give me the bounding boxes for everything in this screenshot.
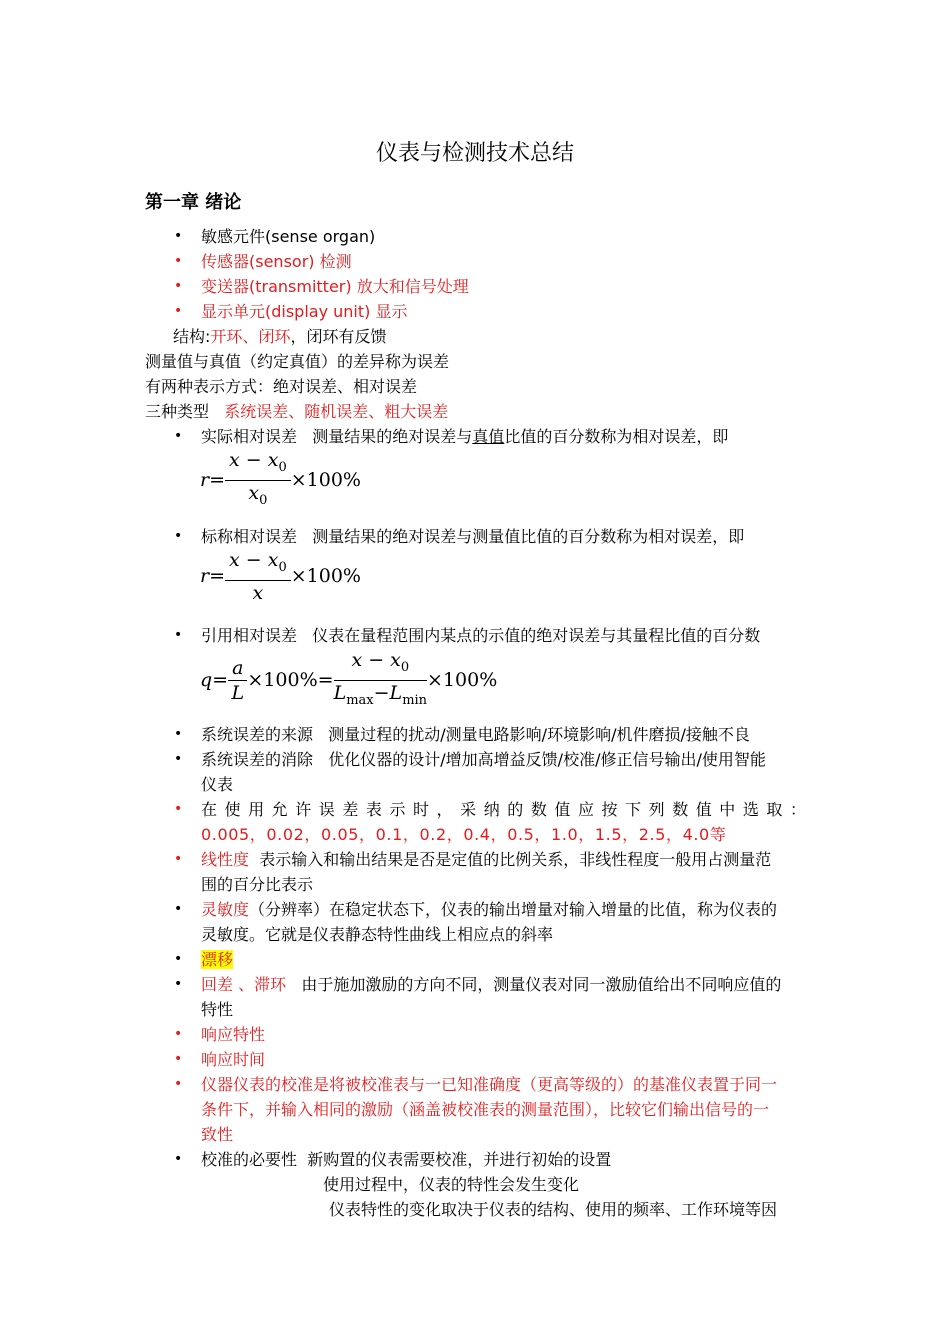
- list-item: [201, 623, 760, 648]
- formula-denominator: x: [252, 581, 264, 604]
- item-label: 线性度: [201, 850, 250, 869]
- list-item: [201, 1147, 611, 1172]
- bullet: •: [174, 726, 183, 742]
- bullet: •: [174, 278, 183, 294]
- list-item: [201, 897, 777, 922]
- formula-fraction: [225, 448, 291, 513]
- item-text: 测量过程的扰动/测量电路影响/环境影响/机件磨损/接触不良: [328, 725, 750, 744]
- formula-fraction: [334, 648, 427, 713]
- formula-fraction: [228, 656, 247, 705]
- formula-sub: min: [402, 692, 428, 708]
- list-item: 仪器仪表的校准是将被校准表与一已知准确度（更高等级的）的基准仪表置于同一: [201, 1075, 778, 1094]
- formula-sub: 0: [400, 659, 410, 675]
- item-label: 引用相对误差: [201, 626, 298, 645]
- formula-symbol: q: [200, 669, 213, 692]
- formula-numerator: x − x: [351, 649, 401, 671]
- page-title: 仪表与检测技术总结: [375, 141, 574, 166]
- formula-tail: ×100%: [290, 469, 361, 492]
- three-types-line: [145, 399, 448, 424]
- bullet: •: [174, 528, 183, 544]
- bullet: •: [174, 1151, 183, 1167]
- item-label: 实际相对误差: [201, 427, 298, 446]
- item-label: 标称相对误差: [201, 527, 298, 546]
- formula-numerator: x − x: [229, 549, 279, 571]
- bullet: •: [174, 801, 183, 817]
- paragraph: 测量值与真值（约定真值）的差异称为误差: [145, 352, 450, 371]
- structure-sep: 、: [242, 327, 259, 346]
- bullet: •: [174, 1051, 183, 1067]
- list-item: [201, 947, 233, 972]
- list-item: [201, 722, 750, 747]
- item-text: 由于施加激励的方向不同，测量仪表对同一激励值给出不同响应值的: [301, 975, 782, 994]
- bullet: •: [174, 253, 183, 269]
- list-item-continuation: 0.005，0.02，0.05，0.1，0.2，0.4，0.5，1.0，1.5，2.5，4.0等: [201, 825, 727, 844]
- item-text: （分辨率）在稳定状态下，仪表的输出增量对输入增量的比值，称为仪表的: [249, 900, 778, 919]
- item-label: 校准的必要性: [201, 1150, 298, 1169]
- formula-sub: max: [346, 692, 374, 708]
- paragraph: 有两种表示方式：绝对误差、相对误差: [145, 377, 418, 396]
- list-item: 响应特性: [201, 1025, 266, 1044]
- list-item: 显示单元(display unit) 显示: [201, 302, 408, 321]
- list-item-continuation: 围的百分比表示: [201, 875, 314, 894]
- list-item-continuation: 使用过程中，仪表的特性会发生变化: [323, 1175, 580, 1194]
- formula-eq: =: [209, 469, 226, 492]
- list-item-continuation: 特性: [201, 1000, 234, 1019]
- list-item: 传感器(sensor) 检测: [201, 252, 352, 271]
- list-item: 变送器(transmitter) 放大和信号处理: [201, 277, 469, 296]
- bullet: •: [174, 901, 183, 917]
- list-item: [201, 524, 744, 549]
- bullet: •: [174, 851, 183, 867]
- item-label: 系统误差的来源: [201, 725, 314, 744]
- structure-rest: ，闭环有反馈: [290, 327, 387, 346]
- formula-tail: ×100%: [290, 565, 361, 588]
- list-item-continuation: 仪表特性的变化取决于仪表的结构、使用的频率、工作环境等因: [329, 1200, 778, 1219]
- formula-mid: ×100%=: [247, 669, 334, 692]
- list-item: 敏感元件(sense organ): [201, 227, 376, 246]
- formula-eq: =: [212, 669, 229, 692]
- list-item: [201, 424, 728, 449]
- formula-actual-relative-error: [200, 448, 361, 513]
- bullet: •: [174, 1076, 183, 1092]
- item-label: 系统误差的消除: [201, 750, 314, 769]
- bullet: •: [174, 751, 183, 767]
- bullet: •: [174, 1026, 183, 1042]
- bullet: •: [174, 976, 183, 992]
- three-types-prefix: 三种类型: [145, 402, 210, 421]
- formula-denominator: −L: [373, 681, 403, 704]
- formula-sub: 0: [259, 492, 268, 508]
- formula-numerator: x − x: [229, 449, 279, 471]
- list-item: [201, 747, 766, 772]
- three-types-list: 系统误差、随机误差、粗大误差: [224, 402, 449, 421]
- chapter-heading: 第一章 绪论: [145, 192, 242, 213]
- list-item: [201, 972, 781, 997]
- list-item-continuation: 灵敏度。它就是仪表静态特性曲线上相应点的斜率: [201, 925, 554, 944]
- formula-symbol: r: [200, 565, 210, 588]
- formula-denominator: x: [248, 481, 260, 504]
- formula-denominator: L: [231, 681, 245, 704]
- formula-quoted-relative-error: [200, 648, 497, 713]
- list-item-continuation: 仪表: [201, 775, 234, 794]
- item-text: 比值的百分数称为相对误差，即: [504, 427, 729, 446]
- formula-tail: ×100%: [427, 669, 498, 692]
- item-label: 灵敏度: [201, 900, 250, 919]
- formula-nominal-relative-error: [200, 548, 361, 605]
- item-text: 仪表在量程范围内某点的示值的绝对误差与其量程比值的百分数: [312, 626, 761, 645]
- bullet: •: [174, 228, 183, 244]
- item-text: 新购置的仪表需要校准，并进行初始的设置: [307, 1150, 612, 1169]
- formula-numerator: a: [232, 656, 244, 679]
- list-item-continuation: 条件下，并输入相同的激励（涵盖被校准表的测量范围），比较它们输出信号的一: [201, 1100, 770, 1119]
- bullet: •: [174, 428, 183, 444]
- formula-sub: 0: [278, 459, 287, 475]
- bullet: •: [174, 303, 183, 319]
- item-text: 测量结果的绝对误差与: [312, 427, 473, 446]
- formula-denominator: L: [333, 681, 347, 704]
- formula-fraction: [225, 548, 291, 605]
- bullet: •: [174, 627, 183, 643]
- formula-symbol: r: [200, 469, 210, 492]
- formula-sub: 0: [278, 559, 287, 575]
- item-text: 优化仪器的设计/增加高增益反馈/校准/修正信号输出/使用智能: [328, 750, 766, 769]
- formula-eq: =: [209, 565, 226, 588]
- bullet: •: [174, 951, 183, 967]
- item-label: 回差 、滞环: [201, 975, 287, 994]
- item-text: 测量结果的绝对误差与测量值比值的百分数称为相对误差，即: [312, 527, 745, 546]
- item-text: 表示输入和输出结果是否是定值的比例关系，非线性程度一般用占测量范: [259, 850, 772, 869]
- item-text-underlined: 真值: [472, 427, 505, 446]
- item-label-highlighted: 漂移: [201, 950, 234, 969]
- structure-prefix: 结构:: [173, 327, 211, 346]
- list-item: [201, 847, 771, 872]
- list-item-continuation: 致性: [201, 1125, 234, 1144]
- list-item: 响应时间: [201, 1050, 266, 1069]
- structure-closed: 闭环: [258, 327, 291, 346]
- list-item: 在使用允许误差表示时，采纳的数值应按下列数值中选取：: [201, 800, 806, 819]
- structure-line: [173, 324, 386, 349]
- structure-open: 开环: [210, 327, 243, 346]
